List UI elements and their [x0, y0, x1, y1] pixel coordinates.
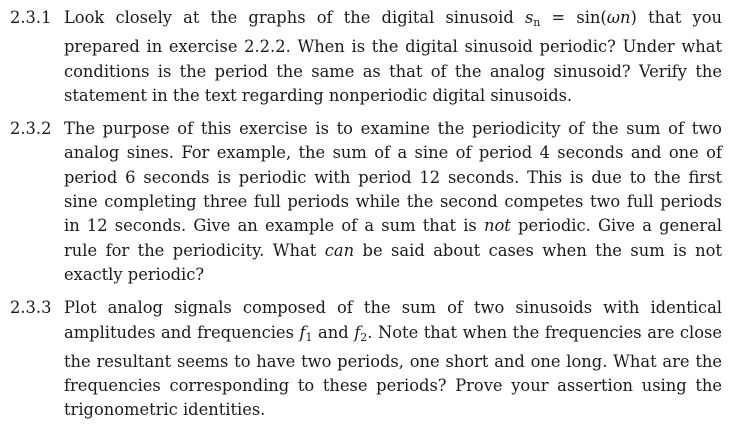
subscript-2: 2	[360, 330, 368, 344]
exercise-2-3-2	[10, 117, 722, 287]
exercise-text	[64, 6, 722, 108]
exercise-2-3-3	[10, 296, 722, 422]
text-segment: be said about cases when the sum is not exactly periodic?	[64, 240, 723, 284]
emphasis-not: not	[483, 216, 511, 236]
text-segment: The purpose of this exercise is to examine the periodicity of the sum of two analog sines. For example, the sum of a sine of period 4 seconds and one of period 6 seconds is periodic with period 12 seconds. This is due to the first sine completing three full periods while the second competes two full periods in 12 seconds. Give an example of a sum that is	[64, 119, 722, 236]
subscript-n: n	[533, 16, 541, 29]
exercise-text	[64, 296, 722, 422]
exercise-number: 2.3.3	[10, 298, 52, 318]
text-segment: = sin(	[540, 8, 607, 27]
text-segment: and	[312, 322, 355, 342]
subscript-1: 1	[305, 330, 313, 344]
exercise-2-3-1	[10, 6, 722, 108]
text-segment: Look closely at the graphs of the digital sinusoid	[64, 8, 525, 27]
text-segment: periodic. Give a general rule for the periodicity. What	[64, 216, 722, 260]
emphasis-can: can	[324, 240, 355, 260]
math-symbol-f: f	[354, 322, 361, 342]
exercise-number: 2.3.2	[10, 119, 52, 139]
math-symbol-s: s	[524, 8, 534, 27]
exercise-text	[64, 117, 722, 287]
math-symbol-f: f	[299, 322, 306, 342]
text-segment: ) that you prepared in exercise 2.2.2. When is the digital sinusoid periodic? Under what conditions is the period the same as that of the analog sinusoid? Verify the statement in the text regarding nonperiodic digital sinusoids.	[64, 8, 722, 105]
text-segment: Plot analog signals composed of the sum of two sinusoids with identical amplitudes and frequencies	[64, 298, 722, 342]
exercise-number: 2.3.1	[10, 8, 52, 27]
text-segment: . Note that when the frequencies are close the resultant seems to have two periods, one short and one long. What are the frequencies corresponding to these periods? Prove your assertion using the trigonometric identities.	[64, 322, 722, 420]
math-symbol-omega-n: ωn	[606, 8, 631, 27]
